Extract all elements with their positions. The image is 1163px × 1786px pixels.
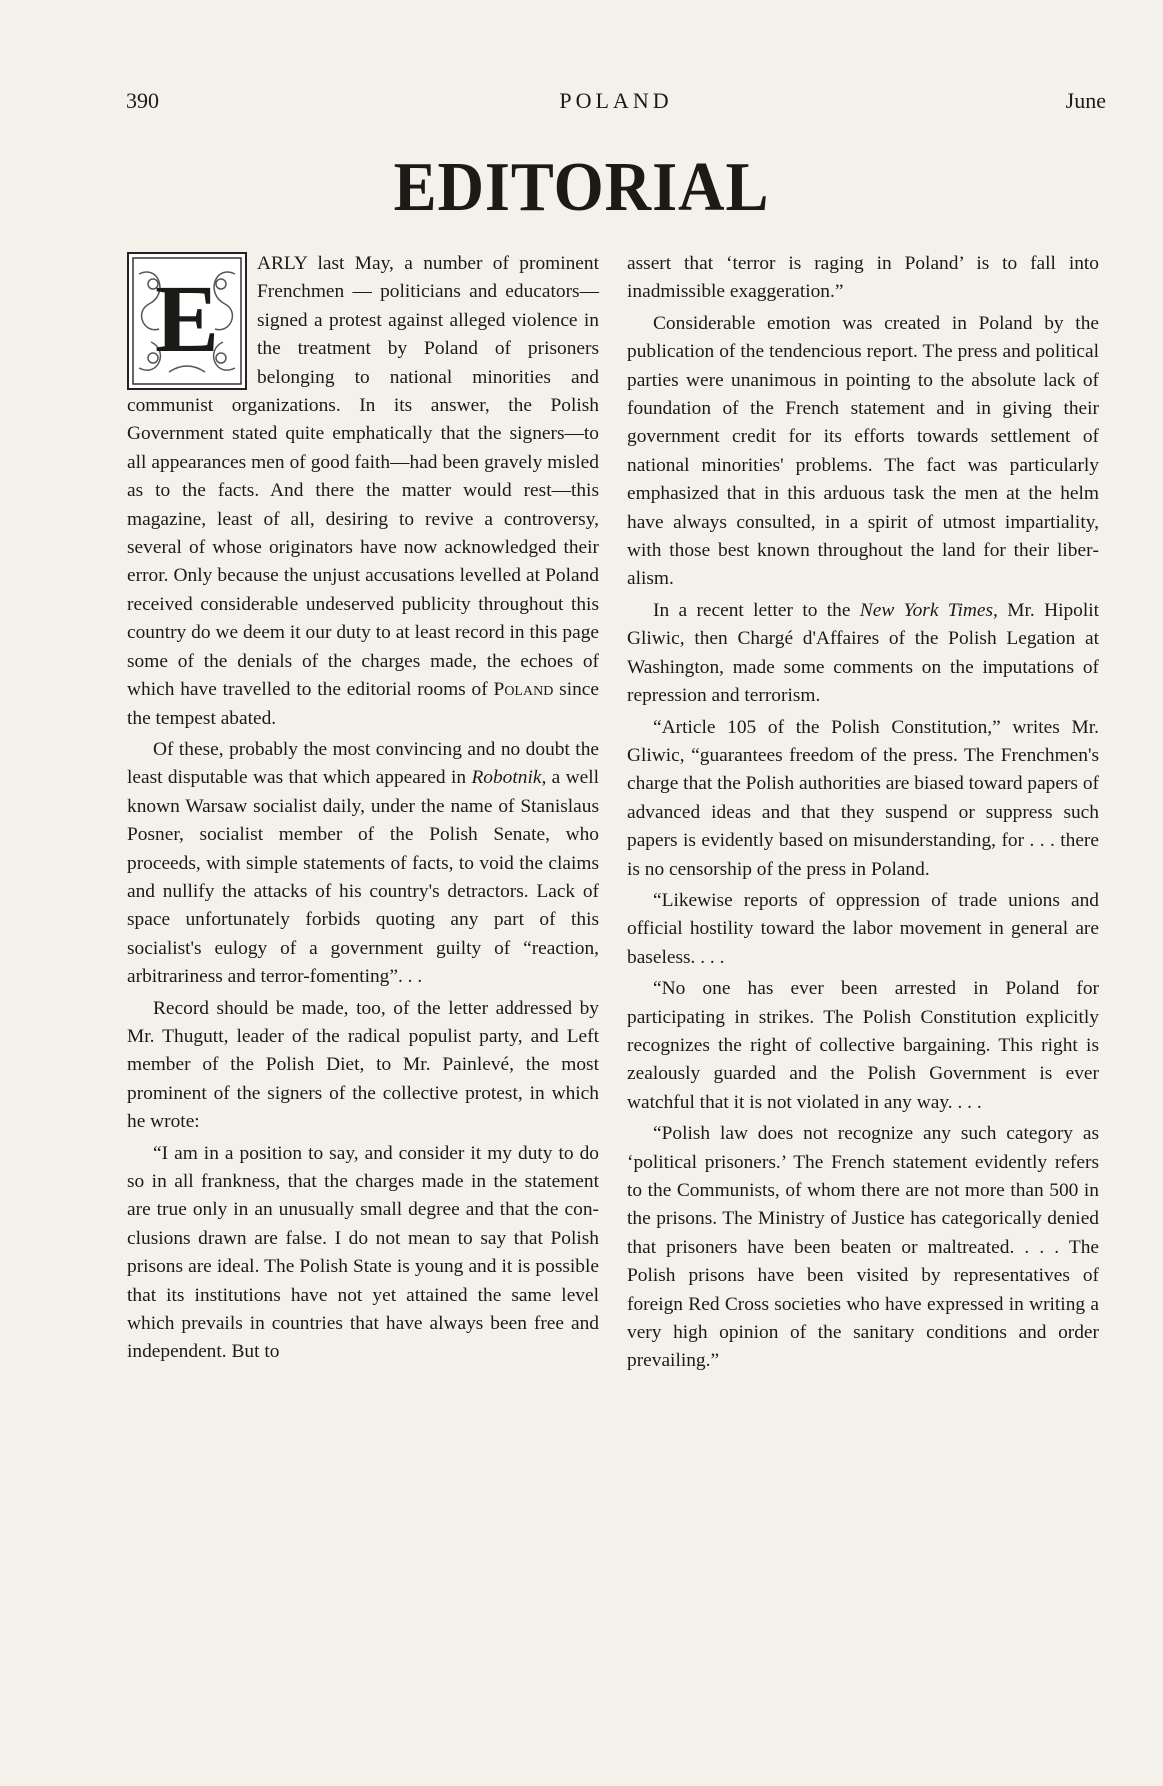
newspaper-name: Robotnik,	[471, 767, 547, 789]
running-head	[126, 88, 1106, 118]
paragraph-text: a well known Warsaw socialist daily, under the name of Stanislaus Posner, socialist member of the Polish Senate, who proceeds, with simple statements of facts, to void the claims and nullify the attacks of his country's detractors. Lack of space unfortunately forbids quoting any part of this socialist's eulogy of a government guilty of “reaction, arbitrariness and terror-fomenting”. . .	[127, 767, 600, 988]
paragraph-quote: “Article 105 of the Polish Constitution,” writes Mr. Gliwic, “guarantees freedom of the press. The Frenchmen's charge that the Polish authorities are biased toward papers of advanced ideas and that they suspend or suppress such papers is evidently based on misunderstanding, for . . . there is no censorship of the press in Poland.	[627, 716, 1099, 880]
left-column	[127, 250, 599, 1370]
paragraph: Considerable emotion was created in Poland by the publication of the tendencious report. The press and political parties were unanimous in pointing to the absolute lack of foundation of the French statement and in giving their government credit for its efforts towards settlement of national minorities' problems. The fact was particularly emphasized that in this arduous task the men at the helm have always consulted, in a spirit of utmost impartiality, with those best known throughout the land for their liberalism.	[627, 312, 1099, 590]
magazine-name: Poland	[493, 679, 554, 701]
paragraph-continued: assert that ‘terror is raging in Poland’ is to fall into inadmissible exaggeration.”	[627, 253, 1099, 303]
paragraph	[627, 597, 1099, 711]
paragraph-opening	[127, 250, 599, 733]
paragraph-text: since the tempest abated.	[127, 679, 599, 729]
ornamental-drop-cap	[127, 252, 247, 390]
paragraph-quote: “Likewise reports of oppression of trade unions and official hostility toward the labor movement in general are baseless. . . .	[627, 889, 1099, 968]
paragraph: Record should be made, too, of the letter addressed by Mr. Thugutt, leader of the radical populist party, and Left member of the Polish Diet, to Mr. Painlevé, the most prominent of the signers of the collective protest, in which he wrote:	[127, 997, 599, 1133]
page-number: 390	[126, 88, 159, 113]
newspaper-name: New York Times,	[859, 599, 998, 621]
paragraph-quote: “No one has ever been arrested in Poland for participating in strikes. The Polish Constitution explicitly recognizes the right of collective bargaining. This right is zealously guarded and the Polish Government is ever watchful that it is not violated in any way. . . .	[627, 978, 1099, 1113]
magazine-title: POLAND	[559, 88, 673, 113]
paragraph-quote: “I am in a position to say, and consider it my duty to do so in all frankness, that the charges made in the statement are true only in an unusually small degree and that the conclusions drawn are false. I do not mean to say that Polish prisons are ideal. The Polish State is young and it is possible that its institutions have not yet attained the same level which prevails in countries that have always been free and independent. But to	[127, 1142, 599, 1363]
paragraph-quote: “Polish law does not recognize any such category as ‘political prisoners.’ The French statement evidently refers to the Communists, of whom there are not more than 500 in the prisons. The Ministry of Justice has categorically denied that prisoners have been beaten or maltreated. . . . The Polish prisons have been visited by representatives of foreign Red Cross societies who have expressed in writing a very high opinion of the sanitary conditions and order prevailing.”	[627, 1123, 1099, 1372]
paragraph-text: Mr. Hipolit Gliwic, then Chargé d'Affaires of the Polish Legation at Washington, made some comments on the imputations of repression and terrorism.	[627, 599, 1100, 707]
paragraph-text: Of these, probably the most convincing and no doubt the least disputable was that which appeared in	[127, 738, 599, 789]
drop-cap-letter: E	[154, 265, 220, 372]
paragraph-text: ARLY last May, a number of prominent Frenchmen — politicians and educators—signed a protest against alleged violence in the treatment by Poland of prisoners belonging to national minorities and communist organizations. In its answer, the Polish Government stated quite emphatically that the signers—to all appearances men of good faith—had been gravely misled as to the facts. And there the matter would rest—this magazine, least of all, desiring to revive a controversy, several of whose originators have now acknowledged their error. Only because the unjust accusations levelled at Poland received considerable undeserved publicity throughout this country do we deem it our duty to at least record in this page some of the denials of the charges made, the echoes of which have travelled to the editorial rooms of	[127, 253, 599, 701]
issue-month: June	[1065, 88, 1106, 113]
right-column	[627, 250, 1099, 1379]
paragraph-text: In a recent letter to the	[653, 599, 860, 621]
page-headline: EDITORIAL	[393, 149, 770, 226]
paragraph	[127, 736, 599, 992]
